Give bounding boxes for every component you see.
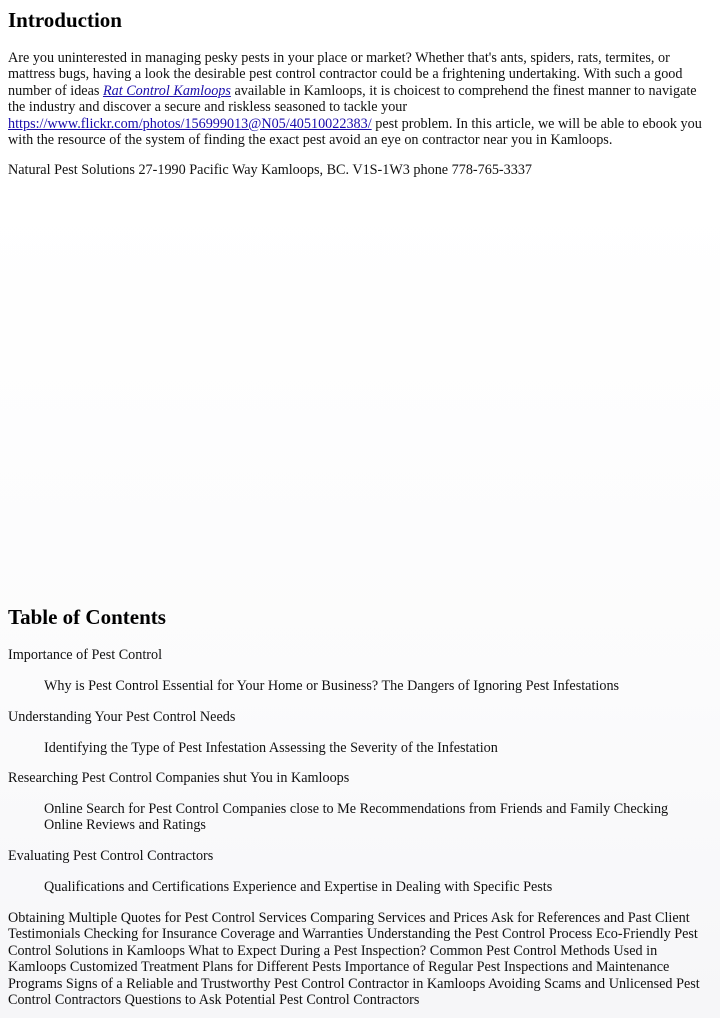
business-address: Natural Pest Solutions 27-1990 Pacific Way Kamloops, BC. V1S-1W3 phone 778-765-3337 xyxy=(8,162,533,178)
introduction-heading: Introduction xyxy=(8,8,122,32)
toc-subitem-identifying-type: Identifying the Type of Pest Infestation Assessing the Severity of the Infestation xyxy=(44,740,498,756)
toc-item-evaluating-contractors: Evaluating Pest Control Contractors xyxy=(8,848,214,864)
toc-subitem-why-pest-control: Why is Pest Control Essential for Your Home or Business? The Dangers of Ignoring Pest Infestations xyxy=(44,678,620,694)
toc-subitem-online-search: Online Search for Pest Control Companies close to Me Recommendations from Friends and Family Checking Online Reviews and Ratings xyxy=(44,801,669,834)
table-of-contents-heading: Table of Contents xyxy=(8,605,166,629)
intro-text-part-3: pest problem. In this article, we will be able to ebook you with the resource of the system of finding the exact pest avoid an eye on contractor near you in Kamloops. xyxy=(8,115,702,149)
rat-control-kamloops-link[interactable]: Rat Control Kamloops xyxy=(102,82,231,99)
intro-text-part-2: available in Kamloops, it is choicest to comprehend the finest manner to navigate the industry and discover a secure and riskless seasoned to tackle your xyxy=(8,82,697,116)
toc-item-understanding-needs: Understanding Your Pest Control Needs xyxy=(8,709,236,725)
toc-item-importance: Importance of Pest Control xyxy=(8,647,163,663)
flickr-photo-link[interactable]: https://www.flickr.com/photos/156999013@N05/40510022383/ xyxy=(8,115,372,132)
toc-item-researching-companies: Researching Pest Control Companies shut You in Kamloops xyxy=(8,770,350,786)
toc-item-obtaining-quotes: Obtaining Multiple Quotes for Pest Control Services Comparing Services and Prices Ask for References and Past Client Testimonials Checking for Insurance Coverage and Warranties Understanding the Pest Control Process Eco-Friendly Pest Control Solutions in Kamloops What to Expect During a Pest Inspection? Common Pest Control Methods Used in Kamloops Customized Treatment Plans for Different Pests Importance of Regular Pest Inspections and Maintenance Programs Signs of a Reliable and Trustworthy Pest Control Contractor in Kamloops Avoiding Scams and Unlicensed Pest Control Contractors Questions to Ask Potential Pest Control Contractors xyxy=(8,910,700,1009)
toc-subitem-qualifications: Qualifications and Certifications Experience and Expertise in Dealing with Specific Pests xyxy=(44,879,553,895)
intro-text-part-1: Are you uninterested in managing pesky pests in your place or market? Whether that's ants, spiders, rats, termites, or mattress bugs, having a look the desirable pest control contractor could be a frightening undertaking. With such a good number of ideas xyxy=(8,50,683,99)
introduction-paragraph xyxy=(8,50,716,148)
